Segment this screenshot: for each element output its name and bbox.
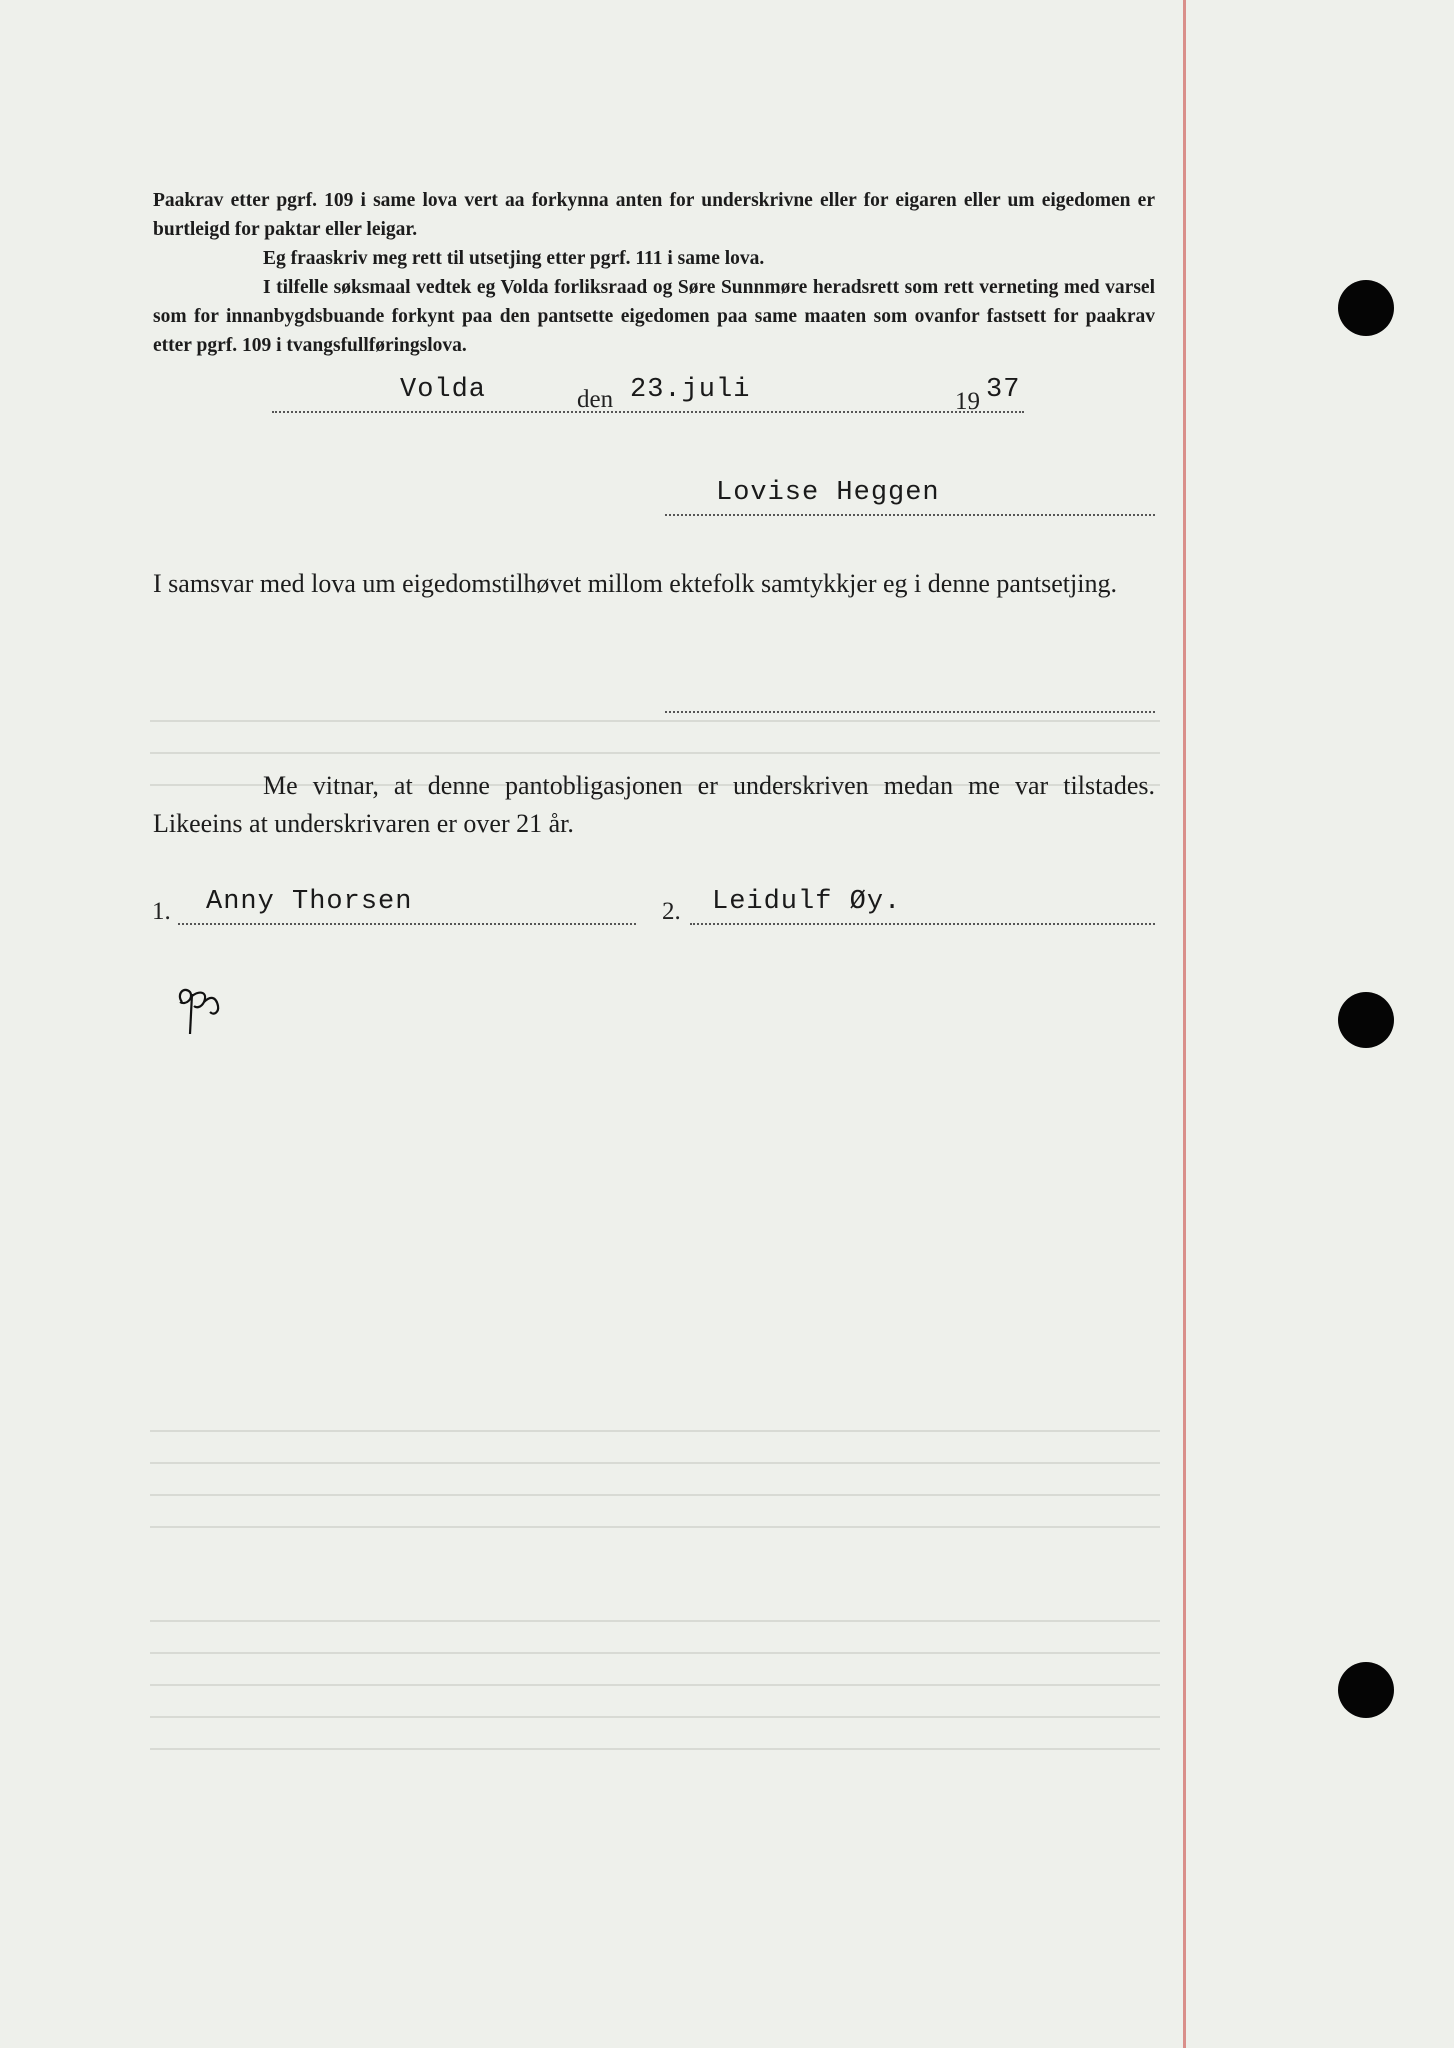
handwritten-initials [170, 972, 230, 1042]
clause-line-3: I tilfelle søksmaal vedtek eg Volda forliksraad og Søre Sunnmøre heradsrett som rett verneting med varsel som for innanbygdsbuande forkynt paa den pantsette eigedomen paa same maaten som ovanfor fastsett for paakrav etter pgrf. 109 i tvangsfullføringslova. [153, 277, 1155, 356]
bleed-through-line [150, 1652, 1160, 1654]
bleed-through-line [150, 1462, 1160, 1464]
witness-text: Me vitnar, at denne pantobligasjonen er underskriven medan me var tilstades. Likeeins at underskrivaren er over 21 år. [153, 771, 1155, 838]
witness-2-number: 2. [662, 898, 681, 925]
punch-hole [1338, 280, 1394, 336]
bleed-through-line [150, 1716, 1160, 1718]
clause-line-2: Eg fraaskriv meg rett til utsetjing etter pgrf. 111 i same lova. [263, 248, 765, 269]
bleed-through-line [150, 1748, 1160, 1750]
consent-text: I samsvar med lova um eigedomstilhøvet millom ektefolk samtykkjer eg i denne pantsetjing. [153, 569, 1117, 598]
clause-block [153, 186, 1155, 360]
date-value: 23.juli [630, 375, 751, 405]
date-dotted-line [272, 411, 1024, 413]
signer-dotted-line [665, 514, 1155, 516]
bleed-through-line [150, 1430, 1160, 1432]
signer-name: Lovise Heggen [716, 478, 940, 508]
bleed-through-line [150, 752, 1160, 754]
bleed-through-line [150, 720, 1160, 722]
witness-2-dotted-line [690, 923, 1155, 925]
place-value: Volda [400, 375, 487, 405]
witness-1-name: Anny Thorsen [206, 887, 413, 917]
clause-line-1: Paakrav etter pgrf. 109 i same lova vert aa forkynna anten for underskrivne eller for eigaren eller um eigedomen er burtleigd for paktar eller leigar. [153, 190, 1155, 240]
punch-hole [1338, 992, 1394, 1048]
bleed-through-line [150, 1494, 1160, 1496]
bleed-through-line [150, 1526, 1160, 1528]
witness-2-name: Leidulf Øy. [712, 887, 902, 917]
witness-1-dotted-line [178, 923, 636, 925]
punch-hole [1338, 1662, 1394, 1718]
spouse-signature-line [665, 711, 1155, 713]
den-label: den [577, 386, 614, 413]
bleed-through-line [150, 1620, 1160, 1622]
year-suffix: 37 [986, 375, 1021, 405]
witness-1-number: 1. [152, 898, 171, 925]
margin-rule [1183, 0, 1186, 2048]
year-prefix: 19 [955, 388, 980, 415]
bleed-through-line [150, 1684, 1160, 1686]
